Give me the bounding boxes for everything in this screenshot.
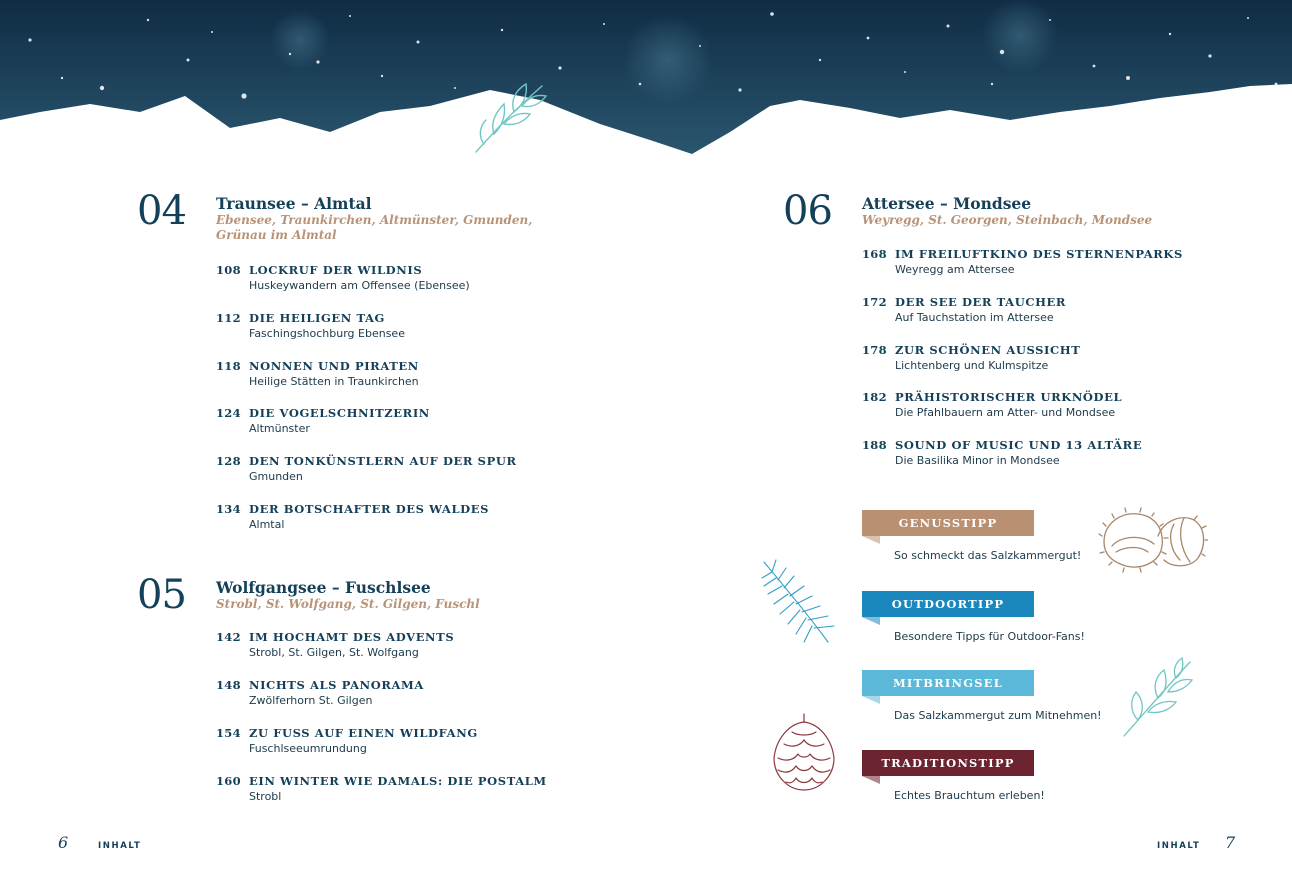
page-number-left: 6 xyxy=(58,833,69,852)
legend-description: Echtes Brauchtum erleben! xyxy=(894,789,1045,802)
entry-title: IM FREILUFTKINO DES STERNENPARKS xyxy=(895,247,1183,261)
footer-label-right: INHALT xyxy=(1157,841,1201,851)
entry-page-number: 188 xyxy=(862,438,887,452)
entry-subtitle: Die Pfahlbauern am Atter- und Mondsee xyxy=(895,406,1116,419)
entry-subtitle: Almtal xyxy=(249,518,285,531)
entry-title: EIN WINTER WIE DAMALS: DIE POSTALM xyxy=(249,774,547,788)
section-number-04: 04 xyxy=(137,188,186,234)
entry-page-number: 154 xyxy=(216,726,241,740)
entry-title: DEN TONKÜNSTLERN AUF DER SPUR xyxy=(249,454,517,468)
entry-title: ZUR SCHÖNEN AUSSICHT xyxy=(895,343,1081,357)
entry-subtitle: Auf Tauchstation im Attersee xyxy=(895,311,1054,324)
entry-page-number: 118 xyxy=(216,359,241,373)
legend-tag: GENUSSTIPP xyxy=(862,510,1034,536)
pine-cone-icon xyxy=(766,710,842,794)
olive-branch-icon xyxy=(1118,656,1196,740)
chestnuts-icon xyxy=(1098,506,1208,574)
legend-description: Das Salzkammergut zum Mitnehmen! xyxy=(894,709,1102,722)
footer-label-left: INHALT xyxy=(98,841,142,851)
legend-mitbringsel xyxy=(862,670,1102,722)
entry-title: DIE VOGELSCHNITZERIN xyxy=(249,406,430,420)
entry-subtitle: Altmünster xyxy=(249,422,310,435)
section-number-05: 05 xyxy=(137,572,186,618)
entry-page-number: 128 xyxy=(216,454,241,468)
legend-description: Besondere Tipps für Outdoor-Fans! xyxy=(894,630,1085,643)
section-number-06: 06 xyxy=(783,188,832,234)
snowy-sky-banner xyxy=(0,0,1292,170)
entry-subtitle: Zwölferhorn St. Gilgen xyxy=(249,694,373,707)
entry-subtitle: Die Basilika Minor in Mondsee xyxy=(895,454,1060,467)
entry-title: DIE HEILIGEN TAG xyxy=(249,311,385,325)
legend-tag: TRADITIONSTIPP xyxy=(862,750,1034,776)
entry-subtitle: Strobl xyxy=(249,790,282,803)
entry-subtitle: Weyregg am Attersee xyxy=(895,263,1015,276)
entry-subtitle: Huskeywandern am Offensee (Ebensee) xyxy=(249,279,470,292)
legend-outdoortipp xyxy=(862,591,1085,643)
entry-title: SOUND OF MUSIC UND 13 ALTÄRE xyxy=(895,438,1143,452)
section-header-04 xyxy=(216,194,536,243)
entry-page-number: 134 xyxy=(216,502,241,516)
legend-genusstipp xyxy=(862,510,1082,562)
entry-page-number: 182 xyxy=(862,390,887,404)
mistletoe-branch-icon xyxy=(466,74,552,158)
section-places: Strobl, St. Wolfgang, St. Gilgen, Fuschl xyxy=(216,597,480,611)
entry-page-number: 168 xyxy=(862,247,887,261)
entry-subtitle: Faschingshochburg Ebensee xyxy=(249,327,405,340)
entry-title: PRÄHISTORISCHER URKNÖDEL xyxy=(895,390,1123,404)
entry-title: ZU FUSS AUF EINEN WILDFANG xyxy=(249,726,478,740)
section-header-06 xyxy=(862,194,1182,228)
section-places: Ebensee, Traunkirchen, Altmünster, Gmunden, Grünau im Almtal xyxy=(216,213,533,242)
pine-branch-icon xyxy=(758,556,840,648)
entry-title: NICHTS ALS PANORAMA xyxy=(249,678,424,692)
legend-tag: MITBRINGSEL xyxy=(862,670,1034,696)
legend-tag: OUTDOORTIPP xyxy=(862,591,1034,617)
section-header-05 xyxy=(216,578,536,612)
entry-page-number: 172 xyxy=(862,295,887,309)
section-title: Traunsee – Almtal xyxy=(216,194,372,213)
entry-page-number: 148 xyxy=(216,678,241,692)
entry-subtitle: Gmunden xyxy=(249,470,303,483)
entry-page-number: 108 xyxy=(216,263,241,277)
entry-subtitle: Lichtenberg und Kulmspitze xyxy=(895,359,1049,372)
entry-page-number: 178 xyxy=(862,343,887,357)
entry-page-number: 160 xyxy=(216,774,241,788)
entry-title: DER BOTSCHAFTER DES WALDES xyxy=(249,502,489,516)
entry-subtitle: Strobl, St. Gilgen, St. Wolfgang xyxy=(249,646,419,659)
entry-subtitle: Fuschlseeumrundung xyxy=(249,742,367,755)
page-number-right: 7 xyxy=(1225,833,1236,852)
entry-title: IM HOCHAMT DES ADVENTS xyxy=(249,630,455,644)
entry-page-number: 112 xyxy=(216,311,241,325)
section-title: Attersee – Mondsee xyxy=(862,194,1032,213)
entry-title: DER SEE DER TAUCHER xyxy=(895,295,1067,309)
entry-title: LOCKRUF DER WILDNIS xyxy=(249,263,423,277)
section-title: Wolfgangsee – Fuschlsee xyxy=(216,578,431,597)
entry-subtitle: Heilige Stätten in Traunkirchen xyxy=(249,375,419,388)
entry-title: NONNEN UND PIRATEN xyxy=(249,359,419,373)
legend-description: So schmeckt das Salzkammergut! xyxy=(894,549,1082,562)
section-places: Weyregg, St. Georgen, Steinbach, Mondsee xyxy=(862,213,1153,227)
entry-page-number: 142 xyxy=(216,630,241,644)
legend-traditionstipp xyxy=(862,750,1045,802)
entry-page-number: 124 xyxy=(216,406,241,420)
